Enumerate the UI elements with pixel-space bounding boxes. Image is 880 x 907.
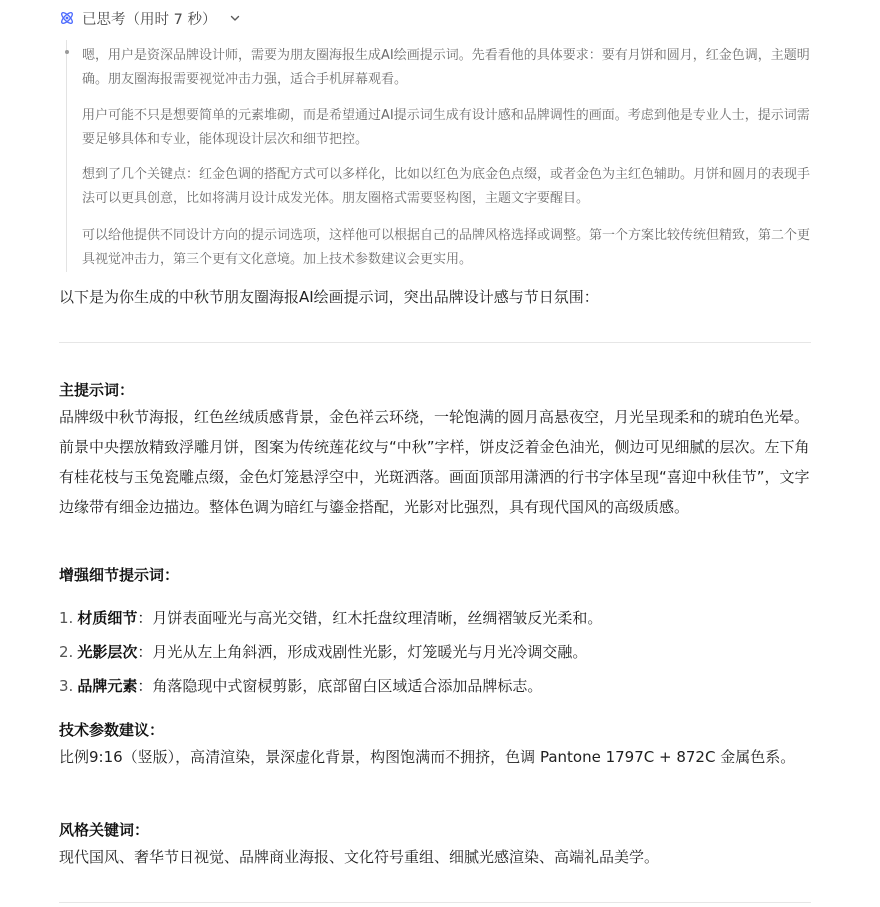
thinking-content bbox=[66, 40, 810, 272]
thinking-paragraph: 想到了几个关键点：红金色调的搭配方式可以多样化，比如以红色为底金色点缀，或者金色为主红色辅助。月饼和圆月的表现手法可以更具创意，比如将满月设计成发光体。朋友圈格式需要竖构图，主题文字要醒目。 bbox=[82, 167, 811, 206]
list-term: 材质细节 bbox=[77, 609, 138, 627]
thinking-toggle[interactable] bbox=[59, 7, 241, 29]
thinking-paragraph: 可以给他提供不同设计方向的提示词选项，这样他可以根据自己的品牌风格选择或调整。第一个方案比较传统但精致，第二个更具视觉冲击力，第三个更有文化意境。加上技术参数建议会更实用。 bbox=[82, 228, 811, 267]
tech-text: 比例9:16（竖版），高清渲染，景深虚化背景，构图饱满而不拥挤，色调 Pantone 1797C + 872C 金属色系。 bbox=[59, 748, 796, 766]
divider bbox=[59, 902, 811, 903]
list-text: ：月饼表面哑光与高光交错，红木托盘纹理清晰，丝绸褶皱反光柔和。 bbox=[137, 609, 603, 627]
thinking-paragraph: 用户可能不只是想要简单的元素堆砌，而是希望通过AI提示词生成有设计感和品牌调性的画面。考虑到他是专业人士，提示词需要足够具体和专业，能体现设计层次和细节把控。 bbox=[82, 108, 810, 147]
list-text: ：角落隐现中式窗棂剪影，底部留白区域适合添加品牌标志。 bbox=[137, 677, 543, 695]
detail-heading: 增强细节提示词： bbox=[59, 566, 180, 584]
bullet-dot bbox=[65, 50, 69, 54]
tech-heading: 技术参数建议： bbox=[59, 721, 165, 739]
style-text: 现代国风、奢华节日视觉、品牌商业海报、文化符号重组、细腻光感渲染、高端礼品美学。 bbox=[59, 848, 660, 866]
thinking-paragraph: 嗯，用户是资深品牌设计师，需要为朋友圈海报生成AI绘画提示词。先看看他的具体要求：要有月饼和圆月，红金色调，主题明确。朋友圈海报需要视觉冲击力强，适合手机屏幕观看。 bbox=[82, 48, 810, 87]
thinking-label: 已思考（用时 7 秒） bbox=[82, 11, 217, 28]
style-heading: 风格关键词： bbox=[59, 821, 150, 839]
list-number: 3. bbox=[59, 677, 74, 695]
atom-icon bbox=[59, 10, 75, 26]
main-prompt-heading: 主提示词： bbox=[59, 381, 135, 399]
answer-intro: 以下是为你生成的中秋节朋友圈海报AI绘画提示词，突出品牌设计感与节日氛围： bbox=[59, 288, 599, 306]
list-number: 2. bbox=[59, 643, 74, 661]
list-number: 1. bbox=[59, 609, 74, 627]
chevron-down-icon[interactable] bbox=[229, 12, 241, 24]
list-term: 光影层次 bbox=[77, 643, 138, 661]
main-prompt-text: 品牌级中秋节海报，红色丝绒质感背景，金色祥云环绕，一轮饱满的圆月高悬夜空，月光呈现柔和的琥珀色光晕。前景中央摆放精致浮雕月饼，图案为传统莲花纹与“中秋”字样，饼皮泛着金色油光，侧边可见细腻的层次。左下角有桂花枝与玉兔瓷雕点缀，金色灯笼悬浮空中，光斑洒落。画面顶部用潇洒的行书字体呈现“喜迎中秋佳节”，文字边缘带有细金边描边。整体色调为暗红与鎏金搭配，光影对比强烈，具有现代国风的高级质感。 bbox=[59, 408, 810, 516]
list-term: 品牌元素 bbox=[77, 677, 138, 695]
list-item bbox=[59, 606, 819, 630]
list-item bbox=[59, 640, 819, 664]
list-text: ：月光从左上角斜洒，形成戏剧性光影，灯笼暖光与月光冷调交融。 bbox=[137, 643, 588, 661]
list-item bbox=[59, 674, 819, 698]
divider bbox=[59, 342, 811, 343]
